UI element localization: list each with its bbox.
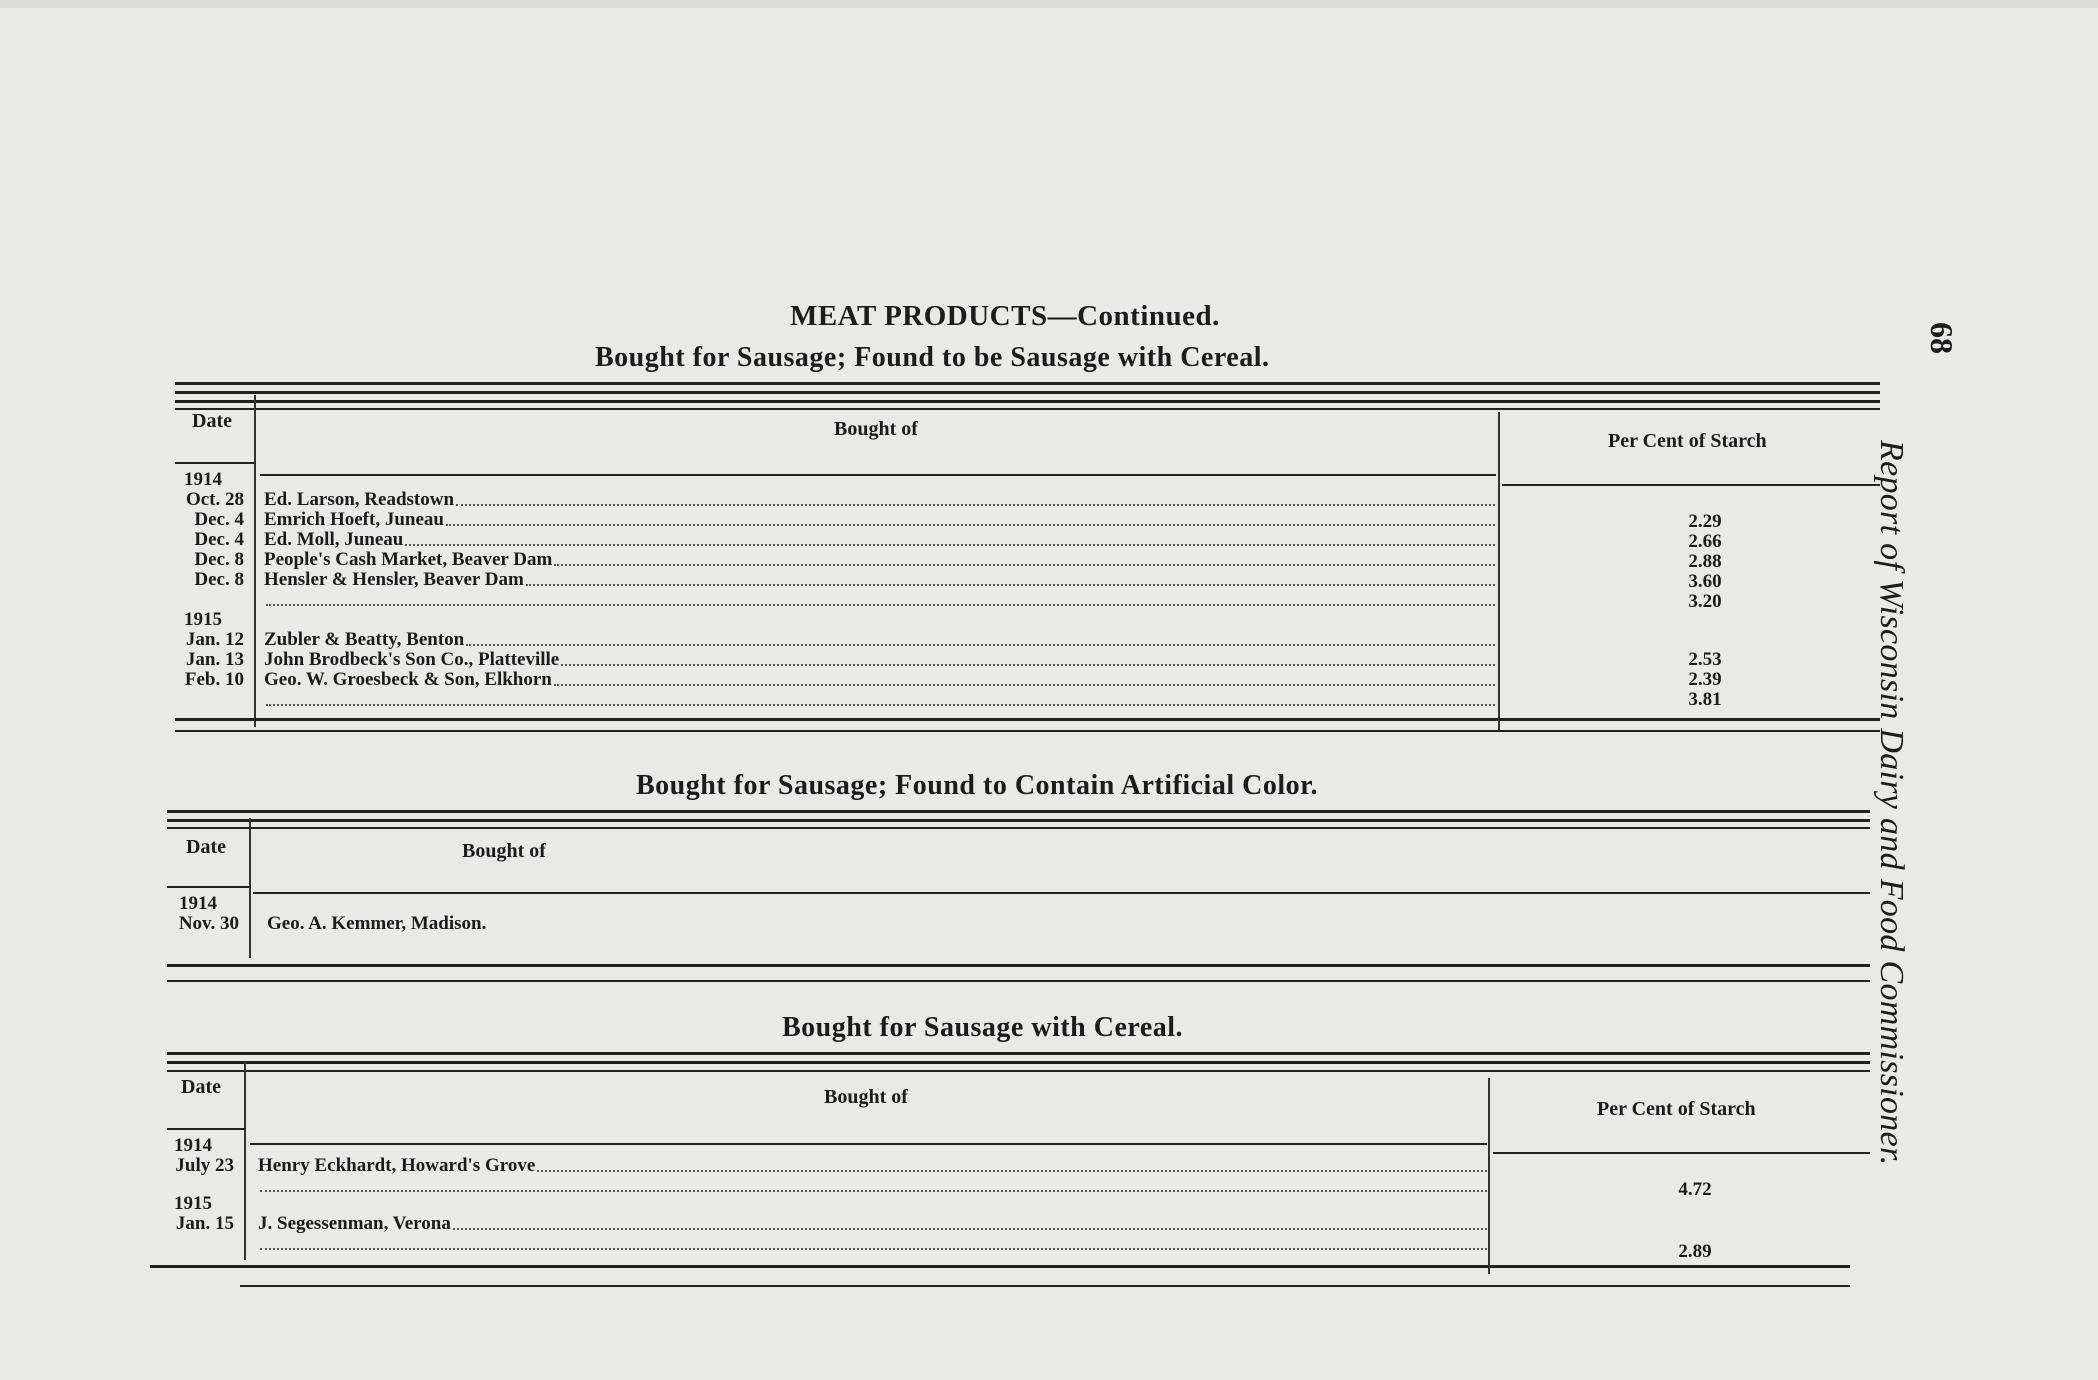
table-row: [162, 530, 1495, 550]
table3-rows: [152, 1136, 1487, 1254]
table1-bought-of-header: Bought of: [834, 418, 918, 440]
dot-leader: [554, 684, 1495, 686]
page-number: 68: [1924, 322, 1960, 354]
percent-value: 2.29: [1688, 511, 1722, 532]
dot-leader: [561, 664, 1495, 666]
table-row: [162, 490, 1495, 510]
row-bought-of: Ed. Larson, Readstown: [264, 489, 455, 510]
table2-rows: [157, 894, 1457, 934]
table3-col-divider-2: [1488, 1078, 1490, 1274]
table3-empty-leader-row: [152, 1234, 1487, 1254]
row-bought-of: Emrich Hoeft, Juneau: [264, 509, 444, 530]
row-date: Dec. 4: [194, 509, 244, 530]
table-row: [157, 914, 1457, 934]
table3-percent-header: Per Cent of Starch: [1597, 1098, 1756, 1120]
table1-top-rule-3: [175, 400, 1880, 403]
dot-leader: [537, 1170, 1487, 1172]
table2-year-row: [157, 894, 1457, 914]
table2-date-header-rule: [167, 886, 250, 888]
table2-year: 1914: [179, 893, 217, 914]
table3-year-row: [152, 1193, 1487, 1214]
dot-leader: [266, 604, 1495, 606]
row-bought-of: Ed. Moll, Juneau: [264, 529, 404, 550]
dot-leader: [446, 524, 1495, 526]
row-bought-of: Zubler & Beatty, Benton: [264, 629, 465, 650]
row-date: Nov. 30: [178, 913, 239, 934]
dot-leader: [554, 564, 1495, 566]
running-head: Report of Wisconsin Dairy and Food Commissioner.: [1873, 440, 1910, 1166]
table3-date-header: Date: [181, 1076, 221, 1098]
table-row: [152, 1214, 1487, 1234]
row-bought-of: Henry Eckhardt, Howard's Grove: [258, 1155, 536, 1176]
table-row: [162, 650, 1495, 670]
table3-bottom-rule: [150, 1265, 1850, 1268]
dot-leader: [526, 584, 1495, 586]
table1-percent-header: Per Cent of Starch: [1608, 430, 1767, 452]
table1-empty-leader-row: [162, 690, 1495, 710]
table3-year-row: [152, 1136, 1487, 1156]
percent-value: 2.39: [1688, 669, 1722, 690]
row-date: Jan. 13: [185, 649, 244, 670]
row-bought-of: J. Segessenman, Verona: [258, 1213, 451, 1234]
table2-top-rule-3: [167, 827, 1870, 829]
dot-leader: [260, 1248, 1487, 1250]
dot-leader: [260, 1190, 1487, 1192]
table2-top-rule-2: [167, 819, 1870, 822]
table2-date-header: Date: [186, 836, 226, 858]
row-bought-of: Geo. A. Kemmer, Madison.: [267, 913, 487, 934]
table1-date-header: Date: [192, 410, 232, 432]
row-bought-of: Hensler & Hensler, Beaver Dam: [264, 569, 524, 590]
table2-bought-of-header: Bought of: [462, 840, 546, 862]
table1-col-divider-2: [1498, 412, 1500, 730]
table1-bottom-rule-2: [175, 730, 1880, 732]
table2-title: Bought for Sausage; Found to Contain Artificial Color.: [636, 770, 1318, 801]
percent-value: 3.20: [1688, 591, 1722, 612]
percent-value: 4.72: [1678, 1179, 1712, 1200]
dot-leader: [405, 544, 1495, 546]
percent-value: 3.60: [1688, 571, 1722, 592]
table-row: [162, 670, 1495, 690]
table3-percent-column: [1650, 1180, 1740, 1262]
table1-year: 1914: [184, 469, 222, 490]
row-bought-of: People's Cash Market, Beaver Dam: [264, 549, 553, 570]
table1-bottom-rule: [175, 718, 1880, 721]
table-row: [162, 550, 1495, 570]
row-bought-of: John Brodbeck's Son Co., Platteville: [264, 649, 560, 670]
table1-empty-leader-row: [162, 590, 1495, 610]
table3-title: Bought for Sausage with Cereal.: [782, 1012, 1184, 1043]
table1-year-row: [162, 610, 1495, 630]
row-date: July 23: [175, 1155, 234, 1176]
row-date: Oct. 28: [185, 489, 244, 510]
table1-title: Bought for Sausage; Found to be Sausage with Cereal.: [595, 342, 1270, 373]
table3-top-rule-2: [167, 1061, 1870, 1064]
percent-value: 3.81: [1688, 689, 1722, 710]
table1-rows: [162, 470, 1495, 710]
table1-year-row: [162, 470, 1495, 490]
table3-percent-header-rule: [1493, 1152, 1870, 1154]
table2-top-rule: [167, 810, 1870, 813]
row-date: Dec. 4: [194, 529, 244, 550]
table-row: [152, 1156, 1487, 1176]
table3-top-rule-3: [167, 1070, 1870, 1072]
table1-percent-column: [1660, 512, 1750, 710]
row-date: Jan. 12: [185, 629, 244, 650]
table1-top-rule-2: [175, 391, 1880, 394]
table3-bottom-rule-2: [240, 1285, 1850, 1287]
table1-top-rule: [175, 382, 1880, 385]
table2-bottom-rule-2: [167, 980, 1870, 982]
table1-year: 1915: [184, 609, 222, 630]
table3-date-header-rule: [167, 1128, 245, 1130]
dot-leader: [466, 644, 1495, 646]
dot-leader: [456, 504, 1495, 506]
table2-bottom-rule: [167, 964, 1870, 967]
percent-value: 2.66: [1688, 531, 1722, 552]
table3-empty-leader-row: [152, 1176, 1487, 1196]
percent-value: 2.53: [1688, 649, 1722, 670]
row-bought-of: Geo. W. Groesbeck & Son, Elkhorn: [264, 669, 552, 690]
percent-value: 2.89: [1678, 1241, 1712, 1262]
table3-year: 1914: [174, 1135, 212, 1156]
dot-leader: [266, 704, 1495, 706]
table1-percent-header-rule: [1502, 484, 1880, 486]
table1-date-header-rule: [175, 462, 255, 464]
page-top-edge: [0, 0, 2098, 8]
table-row: [162, 510, 1495, 530]
percent-value: 2.88: [1688, 551, 1722, 572]
row-date: Dec. 8: [194, 569, 244, 590]
row-date: Feb. 10: [184, 669, 244, 690]
dot-leader: [453, 1228, 1487, 1230]
table2-col-divider: [249, 818, 251, 958]
table3-bought-of-header: Bought of: [824, 1086, 908, 1108]
table-row: [162, 630, 1495, 650]
table-row: [162, 570, 1495, 590]
page-title: MEAT PRODUCTS—Continued.: [790, 300, 1220, 332]
row-date: Jan. 15: [175, 1213, 234, 1234]
table1-top-rule-4: [175, 408, 1880, 410]
table3-year: 1915: [174, 1193, 212, 1214]
row-date: Dec. 8: [194, 549, 244, 570]
table3-top-rule: [167, 1052, 1870, 1055]
